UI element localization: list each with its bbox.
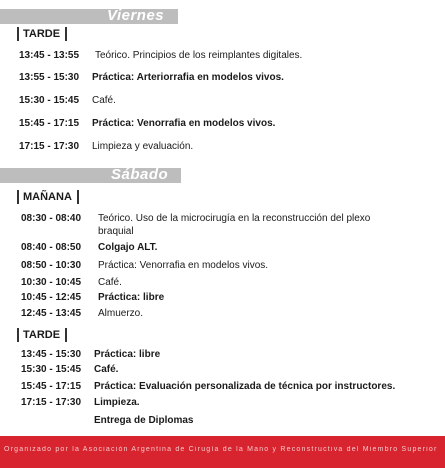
row-desc: Colgajo ALT. (98, 242, 158, 253)
row-time: 08:50 - 10:30 (21, 260, 82, 271)
row-time: 15:45 - 17:15 (21, 381, 82, 392)
row-desc: Práctica: Evaluación personalizada de técnica por instructores. (94, 381, 396, 392)
row-desc: Práctica: Venorrafia en modelos vivos. (92, 118, 276, 129)
row-time: 13:55 - 15:30 (19, 72, 80, 83)
section-tarde-friday: TARDE (17, 27, 67, 41)
day-title-friday: Viernes (107, 7, 165, 24)
row-desc: Limpieza. (94, 397, 140, 408)
row-time: 17:15 - 17:30 (19, 141, 80, 152)
row-desc: Práctica: libre (94, 349, 161, 360)
row-time: 08:40 - 08:50 (21, 242, 82, 253)
row-time: 15:45 - 17:15 (19, 118, 80, 129)
row-desc: Teórico. Principios de los reimplantes digitales. (95, 50, 303, 61)
row-time: 10:45 - 12:45 (21, 292, 82, 303)
row-desc: Práctica: Arteriorrafia en modelos vivos. (92, 72, 284, 83)
row-desc: Práctica: libre (98, 292, 165, 303)
row-time: 10:30 - 10:45 (21, 277, 82, 288)
row-time: 17:15 - 17:30 (21, 397, 82, 408)
row-time: 15:30 - 15:45 (21, 364, 82, 375)
row-desc: Café. (98, 277, 122, 288)
row-time: 13:45 - 13:55 (19, 50, 80, 61)
section-tarde-saturday: TARDE (17, 328, 67, 342)
footer-organizer-text: Organizado por la Asociación Argentina de Cirugía de la Mano y Reconstructiva del Miembro Superior (4, 446, 438, 453)
row-desc: Teórico. Uso de la microcirugía en la reconstrucción del plexo braquial (98, 213, 371, 237)
footer-banner (0, 436, 445, 468)
row-desc: Café. (94, 364, 119, 375)
row-desc: Almuerzo. (98, 308, 144, 319)
row-desc: Café. (92, 95, 116, 106)
day-title-saturday: Sábado (111, 166, 169, 183)
row-time: 08:30 - 08:40 (21, 213, 82, 224)
row-time: 13:45 - 15:30 (21, 349, 82, 360)
section-manana: MAÑANA (17, 190, 79, 204)
row-time: 12:45 - 13:45 (21, 308, 82, 319)
row-time: 15:30 - 15:45 (19, 95, 80, 106)
row-desc: Práctica: Venorrafia en modelos vivos. (98, 260, 269, 271)
closing-event: Entrega de Diplomas (94, 415, 194, 426)
row-desc: Limpieza y evaluación. (92, 141, 194, 152)
